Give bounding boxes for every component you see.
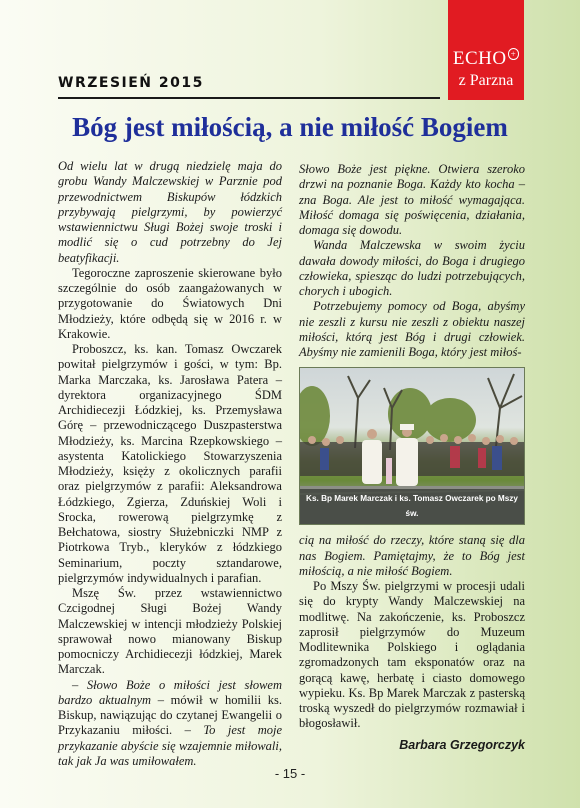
homily-paragraph [58,678,282,770]
article-title: Bóg jest miłością, a nie miłość Bogiem [72,112,508,142]
quote-paragraph: Słowo Boże jest piękne. Otwiera szeroko drzwi na poznanie Boga. Każdy kto kocha – zna Boga. Ale jest to miłość wymagająca. Miłość domaga się poświęcenia, działania, domaga się dowodu. [299,162,525,237]
body-paragraph: Po Mszy Św. pielgrzymi w procesji udali się do krypty Wandy Malczewskiej na modlitwę. Na zakończenie, ks. Proboszcz zaprosił pielgrzymów do Muzeum Modlitewnika Polskiego i oglądania zgromadzonych tam eksponatów oraz na gorącą kawę, herbatę i ciasto domowego wypieku. Ks. Bp Marek Marczak z pasterską troską wyszedł do pielgrzymów rozmawiał i błogosławił. [299,579,525,731]
body-paragraph: Proboszcz, ks. kan. Tomasz Owczarek powitał pielgrzymów i gości, w tym: Bp. Marka Marczaka, ks. Jarosława Patera – dyrektora organizacyjnego ŚDM Archidiecezji Łódzkiej, ks. Przemysława Górę – przewodniczącego Duszpasterstwa Młodzieży, ks. Marcina Rzepkowskiego – asystenta Katolickiego Stowarzyszenia Młodzieży, księży z okolicznych parafii oraz pielgrzymów z parafii: Aleksandrowa Łódzkiego, Zgierza, Zduńskiej Woli i Srocka, rowerową pielgrzymkę z Bełchatowa, siostry Służebniczki NMP z Piotrkowa Tryb., kleryków z łódzkiego Seminarium, poczty sztandarowe, pielgrzymów indywidualnych i parafian. [58,342,282,585]
quote-paragraph: Wanda Malczewska w swoim życiu dawała dowody miłości, do Boga i drugiego człowieka, spiesząc do ludzi potrzebujących, chorych i ubogich. [299,238,525,298]
page-number: - 15 - [274,766,306,781]
photo-caption: Ks. Bp Marek Marczak i ks. Tomasz Owczarek po Mszy św. [300,489,524,525]
magazine-logo [448,0,524,100]
body-paragraph: Mszę Św. przez wstawiennictwo Czcigodnej Sługi Bożej Wandy Malczewskiej w intencji młodzieży Polskiej sprawował nowo mianowany Biskup pomocniczy Archidiecezji łódzkiej, Marek Marczak. [58,586,282,677]
quote-paragraph: cią na miłość do rzeczy, które staną się dla nas Bogiem. Pamiętajmy, że to Bóg jest miłością, a nie miłość Bogiem. [299,533,525,578]
header-divider [58,97,440,99]
logo-echo: ECHO + [448,48,524,70]
quote-attribution: – mówił w homilii ks. Biskup, nawiązując do czytanej Ewangelii o Przykazaniu miłości. [58,692,282,738]
quote-text: – Słowo Boże o miłości jest słowem bardzo aktualnym [58,677,282,707]
lead-paragraph: Od wielu lat w drugą niedzielę maja do grobu Wandy Malczewskiej w Parznie pod przewodnictwem Biskupów łódzkich przybywają pielgrzymi, by powierzyć wstawiennictwu Sługi Bożej swoje troski i modlić się o cud potrzebny do Jej beatyfikacji. [58,159,282,265]
article-photo [299,367,525,525]
author-signature: Barbara Grzegorczyk [399,737,525,752]
cross-icon: + [508,48,520,60]
issue-date: WRZESIEŃ 2015 [58,75,204,91]
quote-text: – To jest moje przykazanie abyście się wzajemnie miłowali, tak jak Ja was umiłowałem. [58,723,282,768]
logo-town: z Parzna [458,72,514,89]
left-column [58,159,282,769]
quote-paragraph: Potrzebujemy pomocy od Boga, abyśmy nie zeszli z kursu nie zeszli z obiektu naszej miłości, którą jest Bóg i drugi człowiek. Abyśmy nie zamienili Boga, który jest miłoś- [299,299,525,359]
right-column [299,162,525,753]
body-paragraph: Tegoroczne zaproszenie skierowane było szczególnie do osób zaangażowanych w przygotowanie do Światowych Dni Młodzieży, które odbędą się w 2016 r. w Krakowie. [58,265,282,341]
